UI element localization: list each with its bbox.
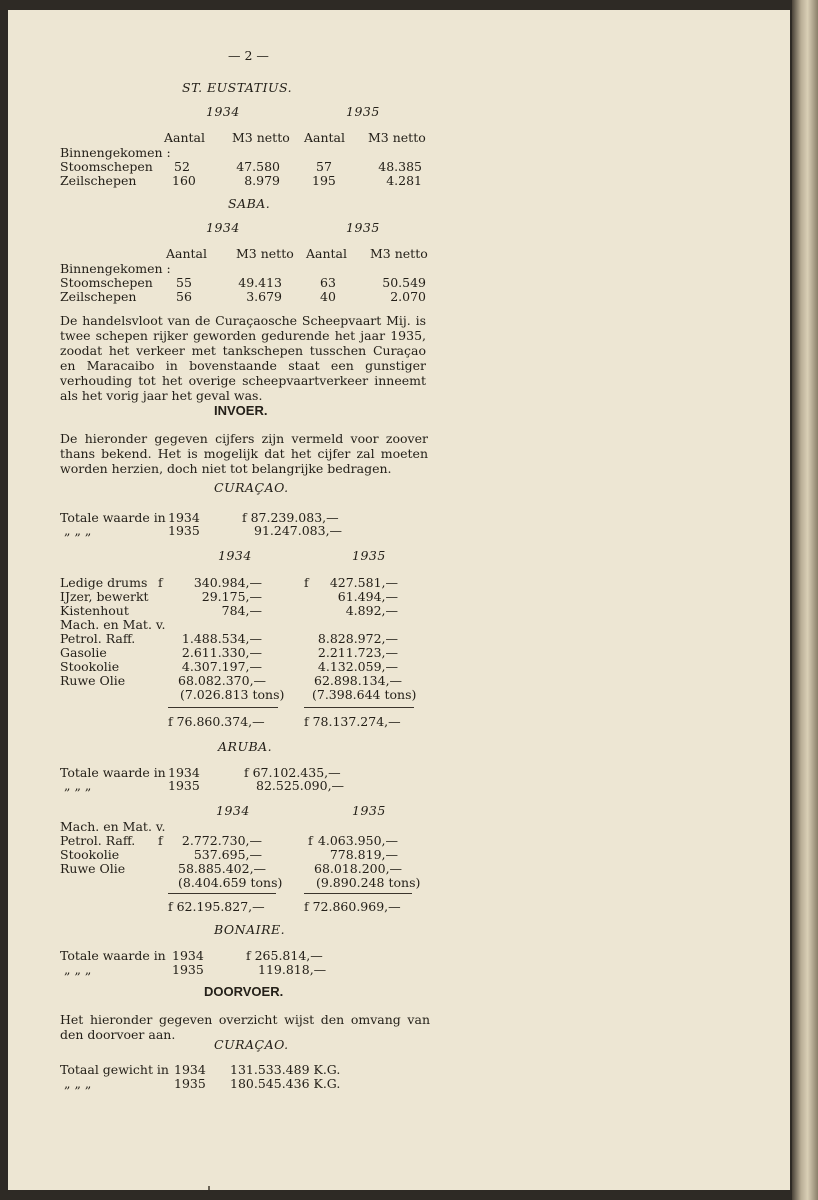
currency-symbol: f [304, 575, 309, 590]
item-label: Mach. en Mat. v. [60, 819, 166, 834]
item-value: 4.307.197,— [181, 659, 262, 674]
table-cell: 49.413 [238, 275, 282, 290]
item-value: 2.211.723,— [317, 645, 398, 660]
item-label: Gasolie [60, 645, 107, 660]
item-value: 2.772.730,— [181, 833, 262, 848]
binding-mark [208, 1186, 210, 1190]
year-header: 1935 [346, 220, 380, 235]
sum-rule [168, 707, 278, 708]
table-cell: 56 [176, 289, 192, 304]
body-paragraph: De handelsvloot van de Curaçaosche Scheepvaart Mij. is twee schepen rijker geworden gedurende het jaar 1935, zoodat het verkeer met tankschepen tusschen Curaçao en Maracaibo in bovenstaande staat een gunstiger verhouding tot het overige scheepvaartverkeer inneemt als het vorig jaar het geval was. [60, 313, 426, 403]
table-cell: 50.549 [382, 275, 426, 290]
total-label: Totale waarde in [60, 948, 166, 963]
total-year: 1935 [168, 523, 200, 538]
column-header: M3 netto [368, 130, 426, 145]
sum-rule [168, 893, 276, 894]
item-value: 62.898.134,— [314, 673, 403, 688]
item-label: Petrol. Raff. [60, 833, 136, 848]
table-cell: 52 [174, 159, 190, 174]
total-label: Totale waarde in [60, 765, 166, 780]
ditto-marks: „ „ „ [64, 523, 92, 538]
total-label: Totaal gewicht in [60, 1062, 169, 1077]
year-header: 1935 [352, 803, 386, 818]
year-header: 1934 [206, 104, 240, 119]
total-year: 1935 [174, 1076, 206, 1091]
item-value: 4.132.059,— [317, 659, 398, 674]
column-header: M3 netto [370, 246, 428, 261]
column-header: Aantal [304, 130, 346, 145]
table-cell: 2.070 [390, 289, 426, 304]
row-group-label: Binnengekomen : [60, 261, 171, 276]
column-header: M3 netto [236, 246, 294, 261]
item-label: Ruwe Olie [60, 673, 126, 688]
total-year: 1934 [168, 510, 200, 525]
item-value: 61.494,— [337, 589, 398, 604]
item-value: 778.819,— [329, 847, 398, 862]
ditto-marks: „ „ „ [64, 778, 92, 793]
row-label: Stoomschepen [60, 159, 153, 174]
year-header: 1934 [218, 548, 252, 563]
total-year: 1935 [172, 962, 204, 977]
item-value: 1.488.534,— [181, 631, 262, 646]
sum-value: f 78.137.274,— [304, 714, 401, 729]
total-value: 119.818,— [258, 962, 327, 977]
row-label: Stoomschepen [60, 275, 153, 290]
total-value: 91.247.083,— [254, 523, 343, 538]
total-value: f 87.239.083,— [242, 510, 339, 525]
section-title-saba: SABA. [228, 196, 271, 211]
weight-value: 131.533.489 K.G. [230, 1062, 341, 1077]
table-cell: 195 [312, 173, 336, 188]
item-value: 784,— [221, 603, 262, 618]
table-cell: 160 [172, 173, 196, 188]
column-header: M3 netto [232, 130, 290, 145]
total-label: Totale waarde in [60, 510, 166, 525]
table-cell: 57 [316, 159, 332, 174]
year-header: 1934 [206, 220, 240, 235]
item-label: Ledige drums [60, 575, 148, 590]
row-label: Zeilschepen [60, 289, 137, 304]
item-label: Stookolie [60, 659, 120, 674]
table-cell: 40 [320, 289, 336, 304]
item-value: 4.063.950,— [317, 833, 398, 848]
item-label: Stookolie [60, 847, 120, 862]
item-label: Mach. en Mat. v. [60, 617, 166, 632]
item-value: 340.984,— [193, 575, 262, 590]
body-paragraph: De hieronder gegeven cijfers zijn vermeld voor zoover thans bekend. Het is mogelijk dat het cijfer zal moeten worden herzien, doch niet tot belangrijke bedragen. [60, 431, 428, 476]
tons-value: (7.398.644 tons) [312, 687, 417, 702]
sum-rule [304, 893, 412, 894]
tons-value: (9.890.248 tons) [316, 875, 421, 890]
total-year: 1935 [168, 778, 200, 793]
year-header: 1935 [346, 104, 380, 119]
row-label: Zeilschepen [60, 173, 137, 188]
currency-symbol: f [158, 833, 163, 848]
sum-value: f 62.195.827,— [168, 899, 265, 914]
item-value: 537.695,— [193, 847, 262, 862]
table-cell: 48.385 [378, 159, 422, 174]
item-label: Kistenhout [60, 603, 129, 618]
total-value: 82.525.090,— [256, 778, 345, 793]
total-year: 1934 [168, 765, 200, 780]
page-number: — 2 — [228, 48, 269, 63]
book-edge [792, 0, 818, 1200]
section-title-aruba: ARUBA. [218, 739, 273, 754]
sum-rule [304, 707, 414, 708]
item-label: Petrol. Raff. [60, 631, 136, 646]
row-group-label: Binnengekomen : [60, 145, 171, 160]
weight-value: 180.545.436 K.G. [230, 1076, 341, 1091]
sum-value: f 76.860.374,— [168, 714, 265, 729]
section-title-st-eustatius: ST. EUSTATIUS. [182, 80, 293, 95]
table-cell: 8.979 [244, 173, 280, 188]
sum-value: f 72.860.969,— [304, 899, 401, 914]
item-value: 8.828.972,— [317, 631, 398, 646]
document-page [8, 10, 790, 1190]
tons-value: (8.404.659 tons) [178, 875, 283, 890]
item-value: 2.611.330,— [181, 645, 262, 660]
item-value: 68.018.200,— [314, 861, 403, 876]
section-title-bonaire: BONAIRE. [214, 922, 286, 937]
table-cell: 4.281 [386, 173, 422, 188]
total-year: 1934 [172, 948, 204, 963]
section-heading-invoer: INVOER. [214, 403, 268, 418]
table-cell: 63 [320, 275, 336, 290]
total-value: f 265.814,— [246, 948, 323, 963]
item-value: 68.082.370,— [178, 673, 267, 688]
item-label: IJzer, bewerkt [60, 589, 149, 604]
body-paragraph: Het hieronder gegeven overzicht wijst den omvang van den doorvoer aan. [60, 1012, 430, 1042]
column-header: Aantal [164, 130, 206, 145]
tons-value: (7.026.813 tons) [180, 687, 285, 702]
section-heading-doorvoer: DOORVOER. [204, 984, 284, 999]
year-header: 1934 [216, 803, 250, 818]
ditto-marks: „ „ „ [64, 962, 92, 977]
item-value: 427.581,— [329, 575, 398, 590]
year-header: 1935 [352, 548, 386, 563]
currency-symbol: f [158, 575, 163, 590]
item-label: Ruwe Olie [60, 861, 126, 876]
currency-symbol: f [308, 833, 313, 848]
item-value: 4.892,— [345, 603, 398, 618]
total-value: f 67.102.435,— [244, 765, 341, 780]
item-value: 29.175,— [201, 589, 262, 604]
item-value: 58.885.402,— [178, 861, 267, 876]
table-cell: 3.679 [246, 289, 282, 304]
ditto-marks: „ „ „ [64, 1076, 92, 1091]
total-year: 1934 [174, 1062, 206, 1077]
section-title-curacao: CURAÇAO. [214, 480, 289, 495]
column-header: Aantal [306, 246, 348, 261]
table-cell: 47.580 [236, 159, 280, 174]
section-title-curacao-doorvoer: CURAÇAO. [214, 1037, 289, 1052]
table-cell: 55 [176, 275, 192, 290]
column-header: Aantal [166, 246, 208, 261]
